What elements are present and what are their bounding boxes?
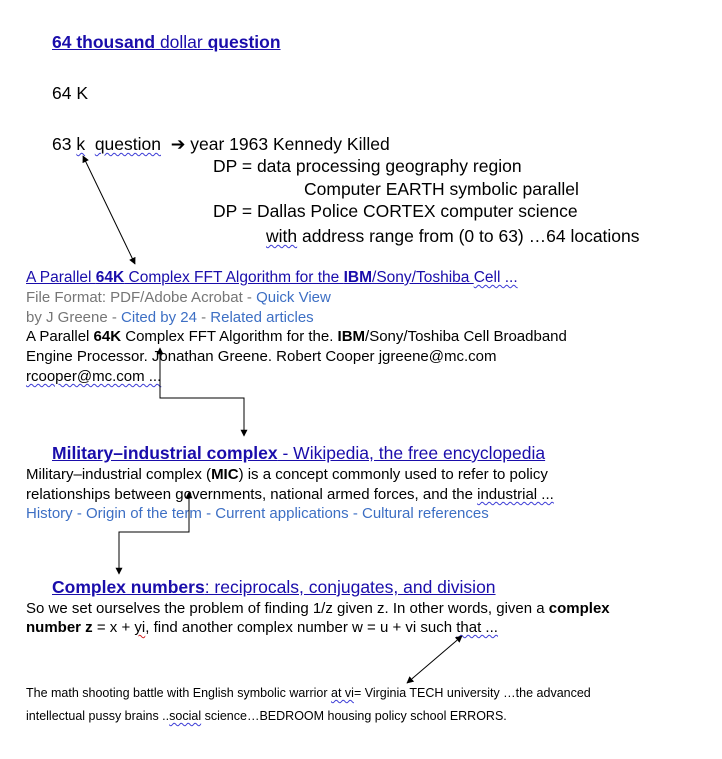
doc-title[interactable] <box>52 32 281 53</box>
meta-sep: - <box>196 309 211 326</box>
addr-with: with <box>266 226 298 246</box>
snip-bold: 64K <box>93 328 122 345</box>
snip-yi: yi <box>134 619 146 636</box>
quick-view-link[interactable]: Quick View <box>256 289 331 306</box>
snip-bold: IBM <box>337 328 366 345</box>
by-author: by J Greene - <box>26 309 122 326</box>
r1-title-b[interactable]: 64K <box>95 269 125 286</box>
footer-text: The math shooting battle with English symbolic warrior <box>26 686 331 700</box>
result2-snippet-1 <box>26 466 548 483</box>
footer-text: = Virginia TECH university …the advanced <box>353 686 591 700</box>
arrow-k-to-64k <box>83 156 135 264</box>
r1-title-f[interactable]: Cell ... <box>473 269 518 286</box>
link-current-applications[interactable]: Current applications <box>215 505 349 522</box>
result1-title[interactable] <box>26 269 518 287</box>
result1-snippet-3: rcooper@mc.com ... <box>26 368 162 385</box>
link-sep: - <box>72 505 87 522</box>
footer-line-2 <box>26 709 507 723</box>
snip-ellipsis: that ... <box>456 619 498 636</box>
right-arrow-icon: ➔ <box>170 134 186 154</box>
snip-text: , find another complex number w = u + vi such <box>145 619 457 636</box>
snip-text: ) is a concept commonly used to refer to policy <box>238 466 548 483</box>
r3-title-a[interactable]: Complex numbers <box>52 577 205 597</box>
link-sep: - <box>348 505 362 522</box>
result1-snippet-2: Engine Processor. Jonathan Greene. Robert Cooper jgreene@mc.com <box>26 348 497 365</box>
address-line <box>266 226 640 247</box>
result1-format <box>26 289 331 306</box>
dp2-line: DP = Dallas Police CORTEX computer science <box>213 201 578 221</box>
snip-text: relationships between governments, national armed forces, and the <box>26 486 478 503</box>
snip-text: Complex FFT Algorithm for the. <box>121 328 338 345</box>
snip-bold: number z <box>26 619 93 636</box>
link-sep: - <box>201 505 216 522</box>
question-line <box>52 134 390 155</box>
title-part2[interactable]: dollar <box>155 32 208 52</box>
footer-text: intellectual pussy brains .. <box>26 709 170 723</box>
footer-social: social <box>169 709 202 723</box>
result2-title[interactable] <box>52 443 545 464</box>
dp1-line: DP = data processing geography region <box>213 156 522 176</box>
related-articles-link[interactable]: Related articles <box>210 309 314 326</box>
footer-at-vi: at vi <box>331 686 354 700</box>
snip-text: Military–industrial complex ( <box>26 466 212 483</box>
result2-snippet-2 <box>26 486 554 503</box>
result3-title[interactable] <box>52 577 496 598</box>
footer-text: science…BEDROOM housing policy school ERRORS. <box>201 709 507 723</box>
addr-rest: address range from (0 to 63) …64 locations <box>297 226 640 246</box>
snip-bold: MIC <box>211 466 239 483</box>
r2-title-b[interactable]: - Wikipedia, the free encyclopedia <box>277 443 546 463</box>
r1-title-e[interactable]: /Sony/Toshiba <box>372 269 474 286</box>
line-64k: 64 K <box>52 83 88 103</box>
r1-title-a[interactable]: A Parallel <box>26 269 96 286</box>
result3-snippet-2 <box>26 619 498 636</box>
result2-links <box>26 505 489 522</box>
cited-by-link[interactable]: Cited by 24 <box>121 309 197 326</box>
link-cultural-references[interactable]: Cultural references <box>362 505 489 522</box>
r1-title-c[interactable]: Complex FFT Algorithm for the <box>124 269 344 286</box>
q-k: k <box>76 134 86 154</box>
result1-snippet-1 <box>26 328 567 345</box>
snip-text: /Sony/Toshiba Cell Broadband <box>365 328 567 345</box>
title-part3[interactable]: question <box>207 32 281 52</box>
result3-snippet-1 <box>26 600 610 617</box>
r1-title-d[interactable]: IBM <box>343 269 373 286</box>
title-part1[interactable]: 64 thousand <box>52 32 156 52</box>
footer-line-1 <box>26 686 591 700</box>
r2-title-a[interactable]: Military–industrial complex <box>52 443 278 463</box>
arrow-such-to-vi <box>407 636 462 683</box>
dp1b-line: Computer EARTH symbolic parallel <box>304 179 579 199</box>
snip-text: So we set ourselves the problem of finding 1/z given z. In other words, given a <box>26 600 549 617</box>
snip-text: = x + <box>92 619 135 636</box>
q-question: question <box>94 134 161 154</box>
format-label: File Format: PDF/Adobe Acrobat - <box>26 289 257 306</box>
q-rest: year 1963 Kennedy Killed <box>185 134 390 154</box>
snip-ellipsis: industrial ... <box>477 486 554 503</box>
snip-bold: complex <box>548 600 610 617</box>
link-history[interactable]: History <box>26 505 73 522</box>
r3-title-b[interactable]: : reciprocals, conjugates, and division <box>204 577 496 597</box>
snip-text: A Parallel <box>26 328 94 345</box>
q-prefix: 63 <box>52 134 77 154</box>
link-origin[interactable]: Origin of the term <box>86 505 202 522</box>
result1-meta <box>26 309 314 326</box>
